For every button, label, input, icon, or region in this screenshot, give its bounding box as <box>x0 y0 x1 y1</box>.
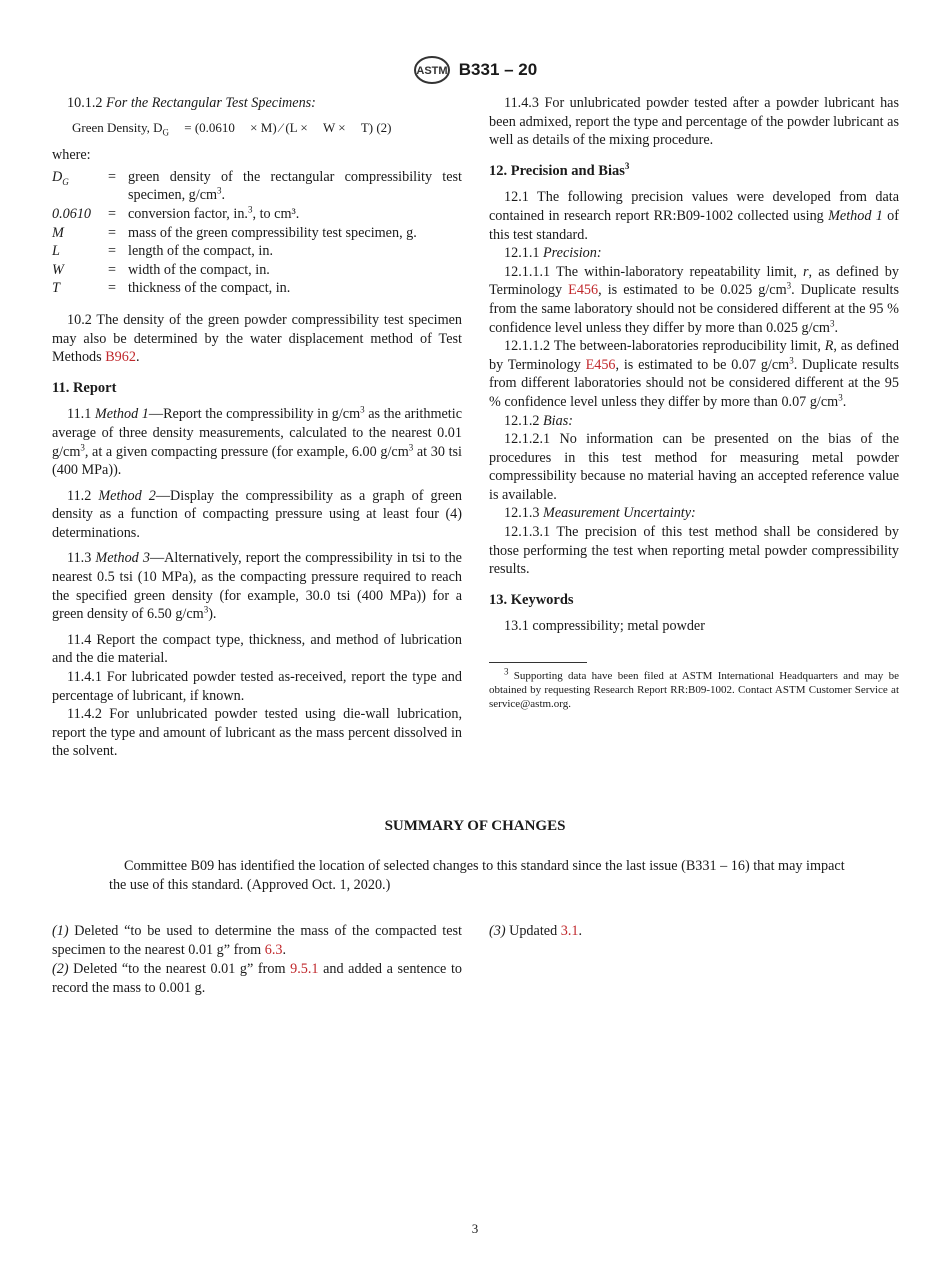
footnote-3: $^3$ Supporting data have been filed at ASTM International Headquarters and may be obtained by requesting Research Report RR:B09-1002. Contact ASTM Customer Service at service@astm.org. <box>489 666 899 711</box>
heading-keywords: 13. Keywords <box>489 591 574 608</box>
changes-right <box>489 922 899 941</box>
link-9-5-1[interactable]: 9.5.1 <box>290 961 319 977</box>
section-11-3: 11.3 Method 3—Alternatively, report the compressibility in tsi to the nearest 0.5 tsi (10 MPa), as the compacting pressure required to reach the specified green density (for example, 30.0 tsi (400 MPa)) for a green density of 6.50 $g/cm^3$). <box>52 550 462 623</box>
section-12-1: 12.1 The following precision values were developed from data contained in research report RR:B09-1002 collected using Method 1 of this test standard. <box>489 189 899 243</box>
def-symbol: $D_G$ <box>52 168 69 187</box>
summary-title: SUMMARY OF CHANGES <box>384 818 566 834</box>
section-11-4: 11.4 Report the compact type, thickness, and method of lubrication and the die material. <box>52 631 462 667</box>
link-6-3[interactable]: 6.3 <box>264 942 283 958</box>
change-3: (3) Updated 3.1. <box>489 923 582 939</box>
def-symbol: M <box>52 224 64 241</box>
section-11-4-1: 11.4.1 For lubricated powder tested as-received, report the type and percentage of lubricant, if known. <box>52 669 462 704</box>
where-label: where: <box>52 147 91 164</box>
section-12-1-2-1: 12.1.2.1 No information can be presented on the bias of the procedures in this test method for measuring metal powder compressibility because no material having an accepted reference value is available. <box>489 431 899 503</box>
section-10-1-2: 10.1.2 For the Rectangular Test Specimens: <box>67 95 316 111</box>
astm-logo-icon <box>413 55 451 85</box>
link-e456[interactable]: E456 <box>568 282 599 299</box>
section-12-1-1-1: 12.1.1.1 The within-laboratory repeatability limit, r, as defined by Terminology E456, is estimated to be 0.025 $g/cm^3$. Duplicate results from the same laboratory should not be considered different at the 95 % confidence level unless they differ by more than 0.025 $g/cm^3$. <box>489 263 899 336</box>
summary-intro: Committee B09 has identified the location of selected changes to this standard since the last issue (B331 – 16) that may impact the use of this standard. (Approved Oct. 1, 2020.) <box>109 858 845 893</box>
right-column <box>489 94 899 711</box>
section-11-2: 11.2 Method 2—Display the compressibility as a graph of green density as a function of compacting pressure using at least four (4) determinations. <box>52 487 462 541</box>
left-column <box>52 94 462 761</box>
section-13-1: 13.1 compressibility; metal powder <box>504 618 705 635</box>
section-11-4-3: 11.4.3 For unlubricated powder tested after a powder lubricant has been admixed, report the type and percentage of the powder lubricant as well as details of the mixing procedure. <box>489 95 899 149</box>
link-3-1[interactable]: 3.1 <box>560 923 579 939</box>
page-number: 3 <box>471 1221 479 1236</box>
section-11-1: 11.1 Method 1—Report the compressibility in $g/cm^3$ as the arithmetic average of three density measurements, calculated to the nearest 0.01 $g/cm^3$, at a given compacting pressure (for example, 6.00 $g/cm^3$ at 30 tsi (400 MPa)). <box>52 404 462 479</box>
section-12-1-3: 12.1.3 Measurement Uncertainty: <box>504 505 696 522</box>
def-symbol: L <box>52 243 60 260</box>
def-symbol: T <box>52 280 60 297</box>
link-e456[interactable]: E456 <box>585 356 616 373</box>
designation: B331 – 20 <box>458 60 538 79</box>
heading-precision-bias: 12. Precision and Bias$^3$ <box>489 160 630 179</box>
green-density-equation: Green Density, $D_G = (0.0610 \times M)$ ⁄ (L × W × T) (2) <box>72 119 392 138</box>
definitions-list: $D_G$ = green density of the rectangular compressibility test specimen, $g/cm^3$. 0.0610 = conversion factor, in.$^3$, to cm³. M = mass of the green compressibility test specimen, g. L = length of the compact, in. W = width of the compact, in. T = thickness of the compact, in. <box>52 168 462 297</box>
changes-left <box>52 922 462 998</box>
def-symbol: W <box>52 261 64 278</box>
svg-text:ASTM: ASTM <box>416 65 448 77</box>
def-symbol: 0.0610 <box>52 205 92 222</box>
section-12-1-3-1: 12.1.3.1 The precision of this test method shall be considered by those performing the test when reporting metal powder compressibility results. <box>489 524 899 578</box>
section-12-1-1: 12.1.1 Precision: <box>504 245 602 262</box>
section-12-1-1-2: 12.1.1.2 The between-laboratories reproducibility limit, R, as defined by Terminology E456, is estimated to be 0.07 $g/cm^3$. Duplicate results from different laboratories should not be considered different at the 95 % confidence level unless they differ by more than 0.07 $g/cm^3$. <box>489 338 899 410</box>
section-10-2: 10.2 The density of the green powder compressibility test specimen may also be determined by the water displacement method of Test Methods B962. <box>52 311 462 366</box>
link-b962[interactable]: B962 <box>105 349 136 366</box>
footnote-rule <box>489 662 587 663</box>
change-1: (1) Deleted “to be used to determine the mass of the compacted test specimen to the nearest 0.01 g” from 6.3. <box>52 923 462 958</box>
section-12-1-2: 12.1.2 Bias: <box>504 412 573 429</box>
change-2: (2) Deleted “to the nearest 0.01 g” from 9.5.1 and added a sentence to record the mass to 0.001 g. <box>52 961 462 996</box>
page-header <box>0 55 950 85</box>
section-11-4-2: 11.4.2 For unlubricated powder tested using die-wall lubrication, report the type and amount of lubricant as the mass percent dissolved in the solvent. <box>52 706 462 760</box>
heading-report: 11. Report <box>52 379 117 396</box>
